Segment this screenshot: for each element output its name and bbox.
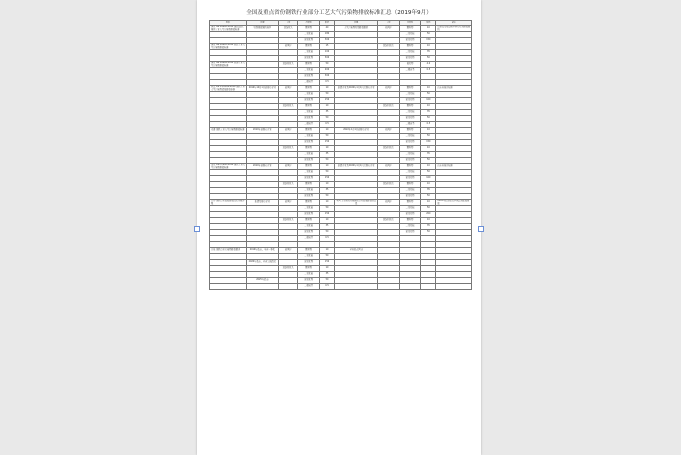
table-cell-std: 国家 GB 28663-2012 炼铁工业大气污染物排放标准 bbox=[211, 43, 245, 49]
table-cell-pol: 二氧化硫 bbox=[298, 254, 320, 260]
table-cell-val: 0.5 bbox=[319, 284, 334, 290]
table-cell-pol2: 二噁英类 bbox=[399, 122, 421, 128]
table-cell-val: 35 bbox=[319, 110, 334, 116]
table-cell-proc2: 烧结机机头 bbox=[378, 218, 400, 224]
table-cell-proc2: 热风炉 bbox=[378, 128, 400, 134]
table-cell-proc2: 热风炉 bbox=[378, 86, 400, 92]
table-cell-std: 山东 DB37/990-2019 钢铁工业大气污染物排放标准 bbox=[211, 163, 245, 169]
table-body bbox=[210, 21, 472, 290]
table-cell-pol2: 二氧化硫 bbox=[399, 92, 421, 98]
table-cell-val2: 50 bbox=[421, 206, 436, 212]
table-cell-proc2: 热风炉 bbox=[378, 164, 400, 170]
table-cell-val: 50 bbox=[319, 254, 334, 260]
table-cell-val: 40 bbox=[319, 26, 334, 32]
table-cell-proc: 热风炉 bbox=[279, 44, 298, 50]
table-cell-val2: 50 bbox=[421, 56, 436, 62]
table-cell-std: 江苏 钢铁行业超低排放改造实施方案 bbox=[211, 199, 245, 205]
table-cell-val: 50 bbox=[319, 230, 334, 236]
table-cell-proc2 bbox=[378, 284, 400, 290]
table-cell-val2: 10 bbox=[421, 26, 436, 32]
table-cell-pol2: 颗粒物 bbox=[399, 104, 421, 110]
header-cell: 污染物 bbox=[298, 21, 320, 26]
table-cell-pol: 氮氧化物 bbox=[298, 98, 320, 104]
table-cell-val2: 50 bbox=[421, 32, 436, 38]
header-cell: 区域 bbox=[246, 21, 278, 26]
table-cell-proc: 热风炉 bbox=[279, 200, 298, 206]
table-cell-std: 国家 GB 28662-2012 钢铁烧结、球团工业大气污染物排放标准 bbox=[211, 25, 245, 31]
table-cell-val2: 50 bbox=[421, 92, 436, 98]
table-cell-val: 50 bbox=[319, 134, 334, 140]
table-cell-val: 100 bbox=[319, 50, 334, 56]
table-cell-pol2: 二氧化硫 bbox=[399, 32, 421, 38]
document-title: 全国及重点省份钢铁行业部分工艺大气污染物排放标准汇总（2019年9月） bbox=[246, 10, 432, 16]
table-cell-val2: 10 bbox=[421, 182, 436, 188]
table-cell-pol: 氮氧化物 bbox=[298, 140, 320, 146]
table-cell-val: 10 bbox=[319, 248, 334, 254]
table-cell-pol2: 二氧化硫 bbox=[399, 50, 421, 56]
table-cell-val2: 35 bbox=[421, 110, 436, 116]
table-cell-pol: 氮氧化物 bbox=[298, 74, 320, 80]
table-cell-std: 其他 钢铁行业污染物排放要求 bbox=[210, 248, 247, 254]
table-cell-val2: 50 bbox=[421, 170, 436, 176]
table-cell-val: 300 bbox=[319, 38, 334, 44]
table-cell-val: 150 bbox=[319, 140, 334, 146]
table-cell-val2: 50 bbox=[421, 134, 436, 140]
table-cell-val: 0.5 bbox=[319, 80, 334, 86]
table-cell-proc: 烧结机机头 bbox=[279, 104, 298, 110]
table-cell-pol2: 二氧化硫 bbox=[399, 170, 421, 176]
table-cell-pol2: 氮氧化物 bbox=[399, 56, 421, 62]
table-cell-val: 50 bbox=[319, 278, 334, 284]
table-cell-pol: 颗粒物 bbox=[298, 164, 320, 170]
table-cell-pol: 颗粒物 bbox=[298, 86, 320, 92]
table-cell-pol: 二氧化硫 bbox=[298, 224, 320, 230]
table-cell-val: 150 bbox=[319, 260, 334, 266]
table-cell-val: 50 bbox=[319, 194, 334, 200]
table-cell-pol2: 颗粒物 bbox=[399, 86, 421, 92]
table-cell-val: 0.5 bbox=[319, 122, 334, 128]
table-cell-val: 50 bbox=[319, 62, 334, 68]
table-cell-val2: 150 bbox=[421, 140, 436, 146]
table-cell-pol: 颗粒物 bbox=[298, 266, 320, 272]
table-cell-val: 35 bbox=[319, 188, 334, 194]
table-cell-pol2: 氮氧化物 bbox=[399, 194, 421, 200]
table-cell-val: 300 bbox=[319, 74, 334, 80]
table-cell-pol: 二氧化硫 bbox=[298, 68, 320, 74]
table-cell-pol: 氮氧化物 bbox=[298, 278, 320, 284]
table-cell-pol2: 二氧化硫 bbox=[399, 110, 421, 116]
table-cell-val: 10 bbox=[319, 200, 334, 206]
table-cell-val2 bbox=[421, 284, 436, 290]
table-cell-val: 150 bbox=[319, 212, 334, 218]
table-cell-val2: 50 bbox=[421, 116, 436, 122]
table-cell-pol2: 二氧化硫 bbox=[399, 134, 421, 140]
table-cell-val2: 50 bbox=[421, 194, 436, 200]
document-page bbox=[197, 0, 481, 455]
table-cell-val: 50 bbox=[319, 158, 334, 164]
table-cell-pol2: 氮氧化物 bbox=[399, 140, 421, 146]
table-cell-val2: 35 bbox=[421, 50, 436, 56]
table-cell-pol2: 颗粒物 bbox=[399, 44, 421, 50]
table-cell-pol: 二氧化硫 bbox=[298, 206, 320, 212]
table-cell-pol: 二氧化硫 bbox=[298, 32, 320, 38]
table-cell-pol: 氮氧化物 bbox=[298, 176, 320, 182]
header-cell: 标准 bbox=[210, 21, 247, 26]
table-cell-pol: 二氧化硫 bbox=[298, 92, 320, 98]
table-cell-val2: 50 bbox=[421, 158, 436, 164]
table-cell-area2: 全国 关于推进实施钢铁行业超低排放的意见 bbox=[336, 199, 377, 205]
table-cell-pol: 氮氧化物 bbox=[298, 56, 320, 62]
table-cell-val: 300 bbox=[319, 56, 334, 62]
table-cell-area: 2019年起现有企业 bbox=[246, 128, 278, 134]
table-cell-val: 0.5 bbox=[319, 236, 334, 242]
table-cell-proc: 热风炉 bbox=[279, 128, 298, 134]
table-cell-note bbox=[436, 284, 472, 290]
table-cell-val: 50 bbox=[319, 206, 334, 212]
table-cell-proc2: 烧结机机头 bbox=[378, 44, 400, 50]
table-cell-pol: 二氧化硫 bbox=[298, 152, 320, 158]
table-cell-pol2: 二氧化硫 bbox=[399, 188, 421, 194]
table-cell-proc2: 烧结机机头 bbox=[378, 146, 400, 152]
table-cell-val: 150 bbox=[319, 98, 334, 104]
table-cell-area: 2019年底前，全省一体化 bbox=[246, 248, 278, 254]
table-cell-area: 2019年10月1日起现有企业 bbox=[246, 86, 278, 92]
table-cell-pol: 氮氧化物 bbox=[298, 212, 320, 218]
table-cell-val: 10 bbox=[319, 86, 334, 92]
table-cell-pol2: 二氧化硫 bbox=[399, 152, 421, 158]
table-cell-val2: 4.0 bbox=[421, 62, 436, 68]
table-cell-pol: 颗粒物 bbox=[298, 128, 320, 134]
table-cell-area: 2025年底前 bbox=[246, 278, 278, 284]
table-cell-area2: 大气污染物特别排放限值 bbox=[335, 26, 378, 32]
table-cell-pol2: 氮氧化物 bbox=[399, 116, 421, 122]
table-cell-proc2: 烧结机机头 bbox=[378, 104, 400, 110]
table-cell-val2: 10 bbox=[421, 44, 436, 50]
header-cell: 污染物 bbox=[399, 21, 421, 26]
table-cell-area bbox=[246, 284, 278, 290]
table-cell-pol2: 颗粒物 bbox=[399, 26, 421, 32]
table-cell-pol2: 颗粒物 bbox=[399, 218, 421, 224]
table-cell-pol2 bbox=[399, 284, 421, 290]
table-cell-val2: 150 bbox=[421, 38, 436, 44]
table-cell-area: 新建及现有企业 bbox=[246, 200, 278, 206]
table-cell-val2: 0.5 bbox=[421, 122, 436, 128]
table-cell-val2: 10 bbox=[421, 104, 436, 110]
table-cell-val: 10 bbox=[319, 218, 334, 224]
table-cell-val2: 35 bbox=[421, 224, 436, 230]
table-cell-val: 10 bbox=[319, 164, 334, 170]
table-cell-proc: 烧结机机头 bbox=[279, 182, 298, 188]
table-cell-note: 山东省地方标准 bbox=[436, 164, 472, 170]
table-cell-val: 35 bbox=[319, 152, 334, 158]
table-cell-val2: 10 bbox=[421, 164, 436, 170]
table-cell-val: 35 bbox=[319, 272, 334, 278]
table-cell-pol: 二氧化硫 bbox=[298, 50, 320, 56]
table-cell-pol: 颗粒物 bbox=[298, 200, 320, 206]
table-cell-val2: 10 bbox=[421, 200, 436, 206]
table-cell-val2: 10 bbox=[421, 146, 436, 152]
table-cell-area: 2020年底前，全省完成改造 bbox=[246, 260, 278, 266]
header-cell: 备注 bbox=[436, 21, 472, 26]
table-cell-val: 180 bbox=[319, 32, 334, 38]
table-cell-val: 50 bbox=[319, 170, 334, 176]
table-cell-val: 35 bbox=[319, 224, 334, 230]
table-cell-note: 京津冀及周边地区执行特别排放限值 bbox=[437, 25, 471, 31]
table-cell-pol: 颗粒物 bbox=[298, 146, 320, 152]
table-cell-val: 10 bbox=[319, 182, 334, 188]
table-cell-proc: 烧结机机头 bbox=[279, 266, 298, 272]
table-cell-pol: 颗粒物 bbox=[298, 182, 320, 188]
table-cell-pol2: 二氧化硫 bbox=[399, 224, 421, 230]
table-cell-pol2: 氮氧化物 bbox=[399, 176, 421, 182]
table-cell-std: 国家 GB 28664-2012 炼钢工业大气污染物排放标准 bbox=[211, 61, 245, 67]
table-cell-val: 50 bbox=[319, 116, 334, 122]
table-cell-area2: 新建企业及2020年1月1日后现有企业 bbox=[335, 164, 378, 170]
table-cell-area2: 新建企业及2020年1月1日后现有企业 bbox=[335, 86, 378, 92]
table-cell-pol: 颗粒物 bbox=[298, 44, 320, 50]
table-cell-val: 15 bbox=[319, 44, 334, 50]
table-cell-note: 2020年底前重点区域达到超低排放 bbox=[436, 200, 472, 206]
table-cell-proc: 热风炉 bbox=[279, 164, 298, 170]
table-cell-val: 10 bbox=[319, 266, 334, 272]
table-cell-pol: 氮氧化物 bbox=[298, 38, 320, 44]
table-cell-pol: 二氧化硫 bbox=[298, 188, 320, 194]
table-cell-proc: 热风炉 bbox=[279, 86, 298, 92]
table-cell-pol2: 颗粒物 bbox=[399, 182, 421, 188]
table-cell-pol: 氮氧化物 bbox=[298, 260, 320, 266]
table-cell-pol: 氮氧化物 bbox=[298, 116, 320, 122]
table-cell-area: 特别排放限值地区 bbox=[246, 26, 278, 32]
table-row bbox=[210, 284, 472, 290]
header-cell: 区域 bbox=[335, 21, 378, 26]
table-cell-pol: 颗粒物 bbox=[298, 62, 320, 68]
table-cell-pol: 二噁英类 bbox=[298, 236, 320, 242]
table-cell-val2: 0.5 bbox=[421, 68, 436, 74]
table-cell-val2: 10 bbox=[421, 218, 436, 224]
table-cell-val: 200 bbox=[319, 68, 334, 74]
table-cell-pol: 颗粒物 bbox=[298, 104, 320, 110]
header-cell: 工序 bbox=[378, 21, 400, 26]
header-cell: 工序 bbox=[279, 21, 298, 26]
table-cell-std: 河北 DB 13/2169-2018 钢铁工业大气污染物超低排放标准 bbox=[211, 85, 245, 91]
table-cell-pol2: 颗粒物 bbox=[399, 164, 421, 170]
table-cell-pol: 氮氧化物 bbox=[298, 194, 320, 200]
header-cell: 限值 bbox=[421, 21, 436, 26]
table-cell-pol: 颗粒物 bbox=[298, 248, 320, 254]
table-cell-proc2: 烧结机机头 bbox=[378, 182, 400, 188]
table-cell-pol: 二氧化硫 bbox=[298, 170, 320, 176]
table-cell-val2: 10 bbox=[421, 128, 436, 134]
table-cell-proc: 烧结机头 bbox=[279, 26, 298, 32]
table-cell-val2: 100 bbox=[421, 176, 436, 182]
emission-standards-table bbox=[209, 20, 472, 290]
table-cell-proc: 烧结机机头 bbox=[279, 218, 298, 224]
resize-handle-right[interactable] bbox=[478, 226, 484, 232]
table-cell-val: 50 bbox=[319, 92, 334, 98]
table-cell-val2: 50 bbox=[421, 230, 436, 236]
table-cell-pol2: 氮氧化物 bbox=[399, 230, 421, 236]
header-cell: 限值 bbox=[319, 21, 334, 26]
table-cell-proc: 热风炉 bbox=[279, 248, 298, 254]
table-cell-pol: 颗粒物 bbox=[298, 26, 320, 32]
table-cell-note: 山东省地方标准 bbox=[436, 86, 472, 92]
table-cell-pol: 二噁英类 bbox=[298, 284, 320, 290]
table-cell-val2: 100 bbox=[421, 98, 436, 104]
table-cell-pol2: 二噁英类 bbox=[399, 68, 421, 74]
table-cell-std: 天津 钢铁工业大气污染物排放标准 bbox=[210, 128, 247, 134]
table-cell-area2: 2022年1月1日起现有企业 bbox=[335, 128, 378, 134]
table-cell-val2: 35 bbox=[421, 152, 436, 158]
table-cell-proc2: 热风炉 bbox=[378, 26, 400, 32]
table-cell-pol2: 氟化物 bbox=[399, 62, 421, 68]
table-cell-pol: 氮氧化物 bbox=[298, 230, 320, 236]
table-cell-proc: 烧结机机头 bbox=[279, 62, 298, 68]
table-cell-proc2: 热风炉 bbox=[378, 200, 400, 206]
table-cell-pol2: 氮氧化物 bbox=[399, 98, 421, 104]
table-cell-val: 10 bbox=[319, 104, 334, 110]
table-cell-val2: 35 bbox=[421, 188, 436, 194]
table-cell-proc: 烧结机机头 bbox=[279, 146, 298, 152]
table-cell-pol: 二氧化硫 bbox=[298, 272, 320, 278]
table-cell-val: 10 bbox=[319, 128, 334, 134]
table-cell-pol2: 颗粒物 bbox=[399, 128, 421, 134]
table-cell-val2: 10 bbox=[421, 86, 436, 92]
table-cell-area2: 全省重点区域 bbox=[335, 248, 378, 254]
table-cell-std bbox=[210, 284, 247, 290]
table-cell-pol: 颗粒物 bbox=[298, 218, 320, 224]
table-cell-val2: 200 bbox=[421, 212, 436, 218]
resize-handle-left[interactable] bbox=[194, 226, 200, 232]
table-cell-proc bbox=[279, 284, 298, 290]
table-cell-pol2: 氮氧化物 bbox=[399, 38, 421, 44]
table-cell-pol: 二氧化硫 bbox=[298, 134, 320, 140]
table-cell-pol: 二氧化硫 bbox=[298, 110, 320, 116]
table-cell-area: 2019年起现有企业 bbox=[246, 164, 278, 170]
table-cell-val: 150 bbox=[319, 176, 334, 182]
table-cell-val: 10 bbox=[319, 146, 334, 152]
table-cell-pol: 二噁英类 bbox=[298, 122, 320, 128]
table-cell-pol2: 氮氧化物 bbox=[399, 212, 421, 218]
table-cell-pol2: 氮氧化物 bbox=[399, 158, 421, 164]
table-cell-area2 bbox=[335, 284, 378, 290]
table-cell-pol: 氮氧化物 bbox=[298, 158, 320, 164]
table-cell-pol2: 颗粒物 bbox=[399, 200, 421, 206]
table-cell-pol2: 颗粒物 bbox=[399, 146, 421, 152]
table-cell-pol: 二噁英类 bbox=[298, 80, 320, 86]
table-cell-pol2: 二氧化硫 bbox=[399, 206, 421, 212]
